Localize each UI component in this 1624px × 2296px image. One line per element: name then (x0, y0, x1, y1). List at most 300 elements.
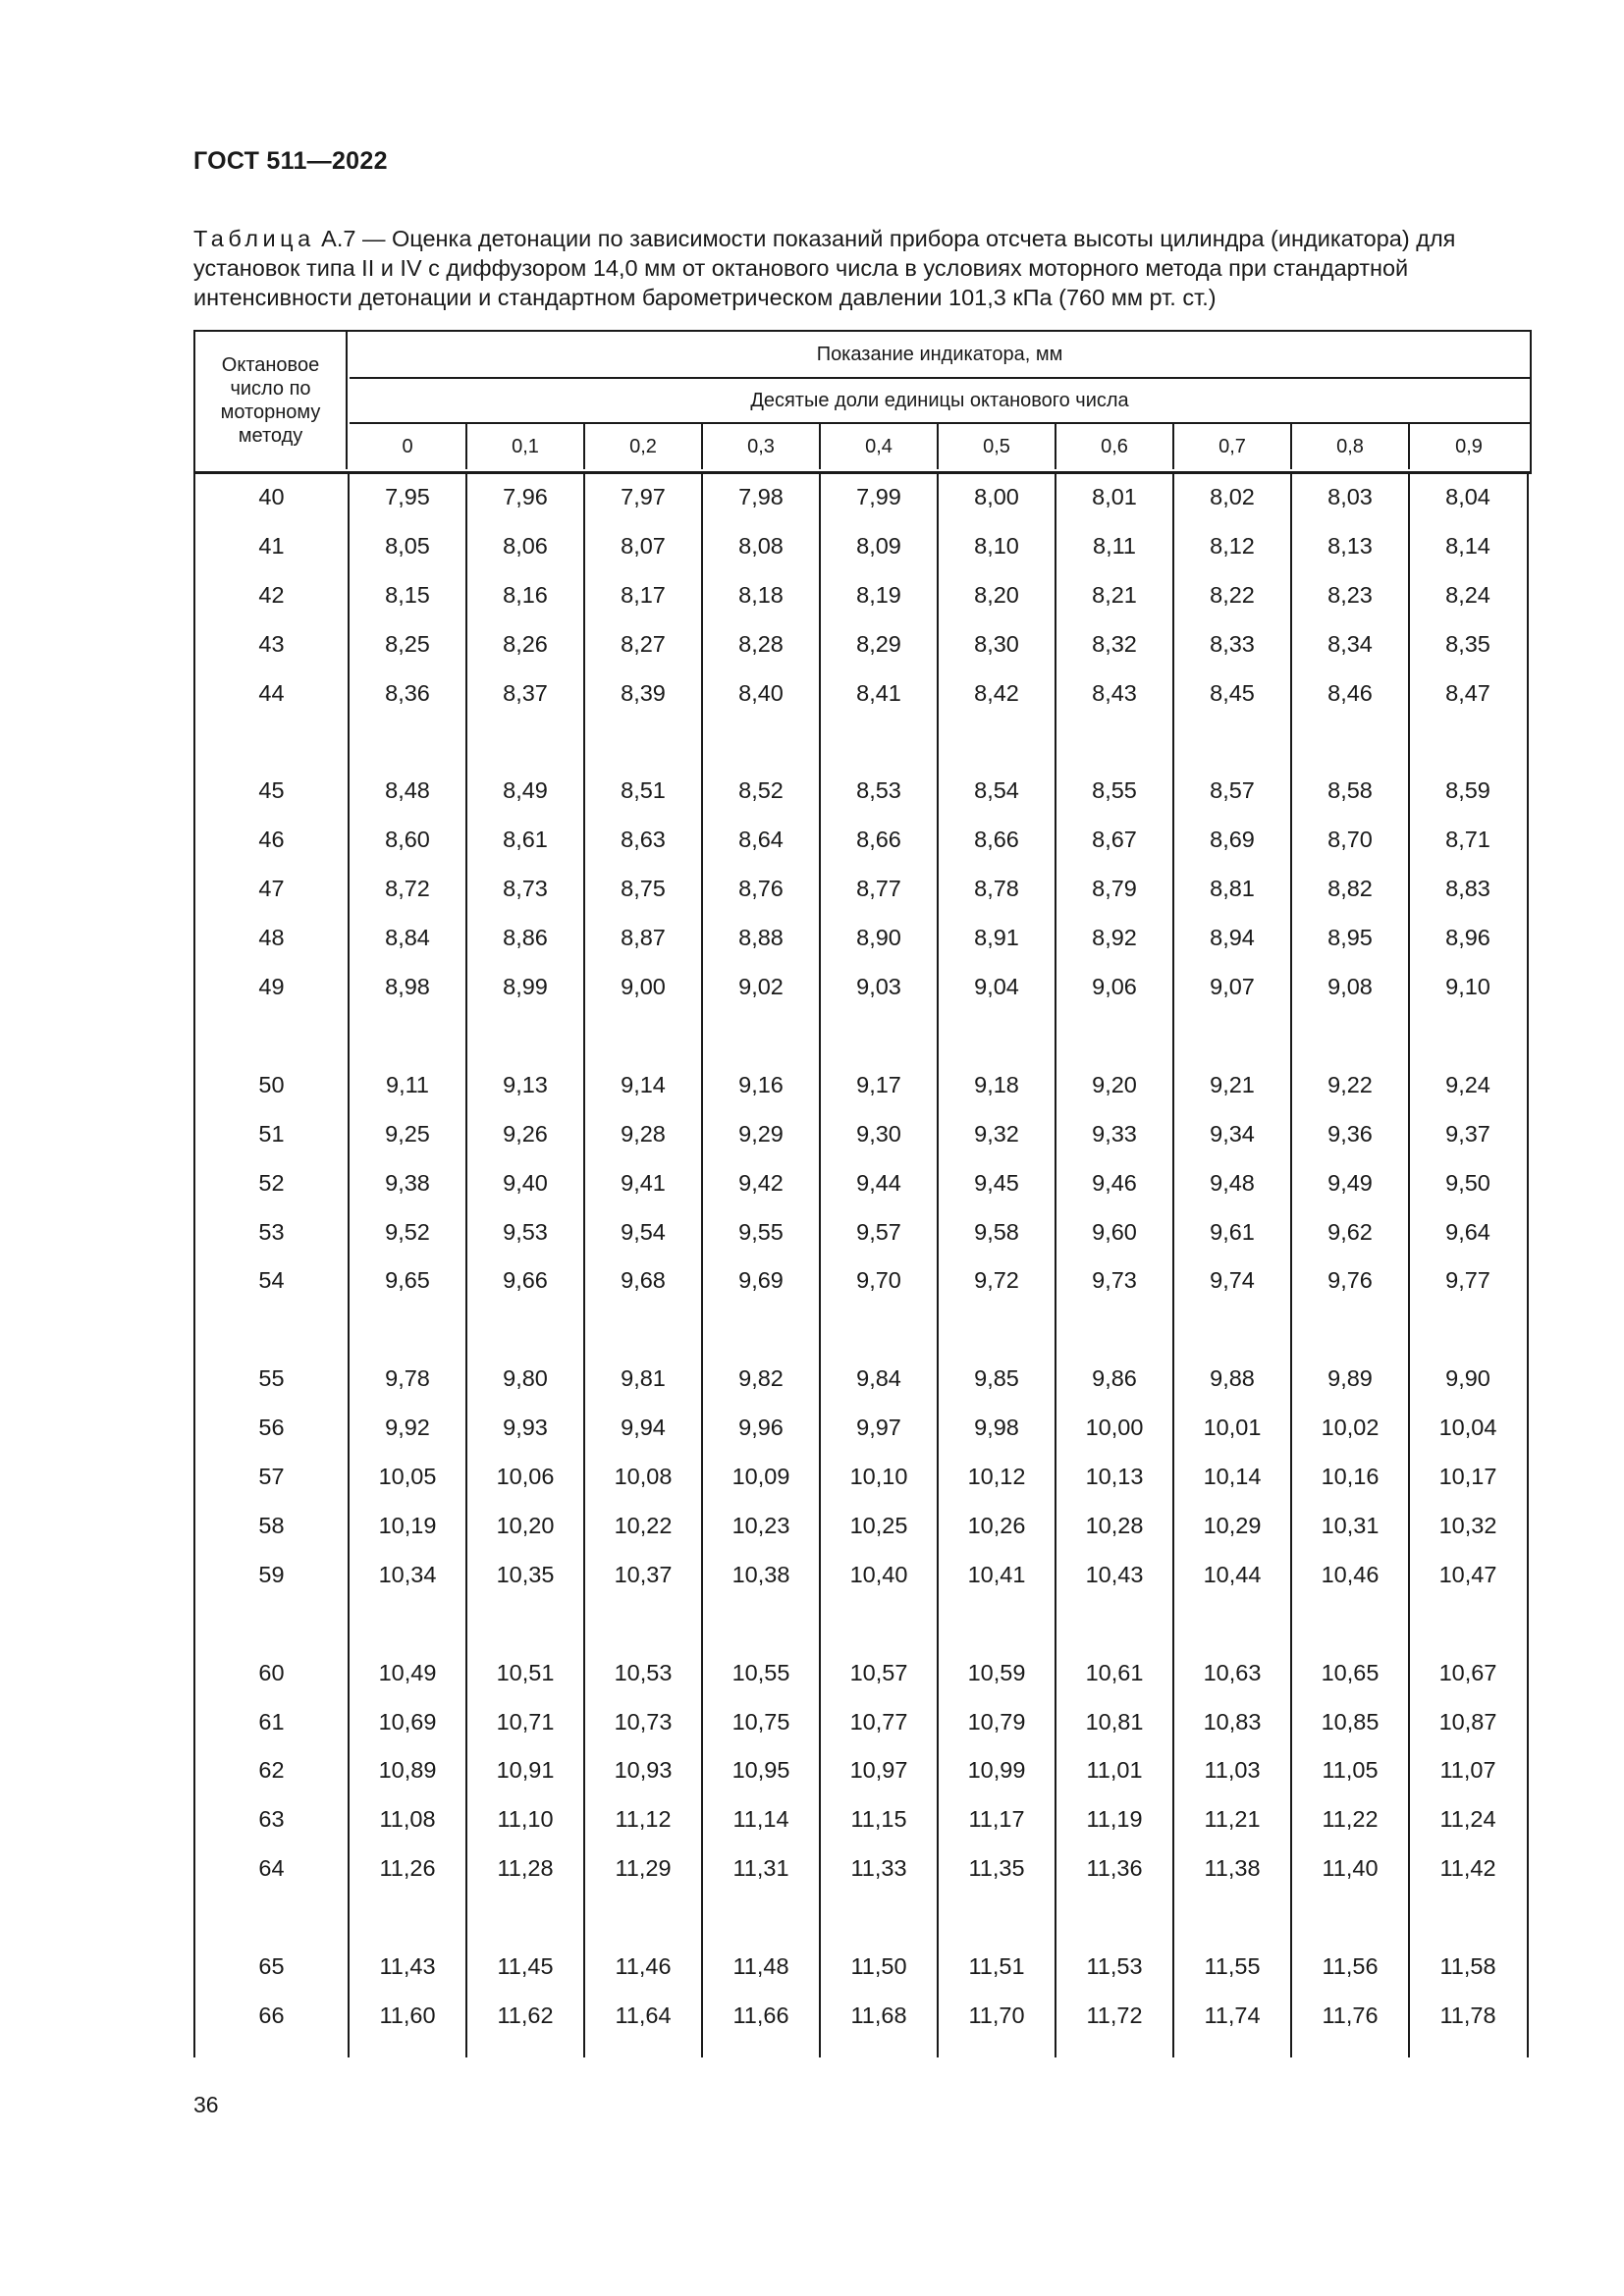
indicator-value: 8,35 (1445, 630, 1490, 657)
octane-number: 64 (258, 1855, 285, 1882)
indicator-value: 9,28 (621, 1120, 666, 1147)
indicator-value: 11,72 (1086, 2002, 1143, 2028)
indicator-value: 8,96 (1445, 925, 1490, 951)
indicator-value: 10,12 (967, 1464, 1026, 1489)
column-header: 0,5 (939, 424, 1056, 469)
indicator-value: 8,00 (974, 484, 1019, 509)
indicator-value: 11,78 (1439, 2002, 1496, 2028)
indicator-value: 11,43 (379, 1953, 436, 1979)
indicator-value: 9,65 (385, 1267, 430, 1294)
indicator-value: 10,69 (378, 1708, 437, 1735)
indicator-value: 11,50 (850, 1953, 907, 1979)
indicator-value: 9,13 (503, 1071, 548, 1097)
indicator-value: 8,15 (385, 581, 430, 608)
indicator-value: 11,42 (1439, 1855, 1496, 1882)
indicator-value: 10,44 (1203, 1561, 1262, 1587)
header-octane-line: число по (230, 378, 311, 400)
indicator-value: 9,57 (856, 1218, 901, 1245)
data-table (193, 330, 1530, 2057)
octane-number: 40 (258, 484, 285, 509)
indicator-value: 8,43 (1092, 679, 1137, 706)
indicator-value: 8,92 (1092, 925, 1137, 951)
octane-number: 57 (258, 1464, 285, 1489)
indicator-value: 10,87 (1438, 1708, 1497, 1735)
indicator-value: 9,37 (1445, 1120, 1490, 1147)
indicator-value: 10,53 (614, 1659, 673, 1685)
indicator-value: 9,18 (974, 1071, 1019, 1097)
indicator-value: 8,12 (1210, 532, 1255, 559)
indicator-value: 9,93 (503, 1415, 548, 1441)
octane-number: 47 (258, 876, 285, 902)
indicator-value: 8,28 (738, 630, 784, 657)
indicator-value: 11,45 (497, 1953, 554, 1979)
indicator-value: 11,08 (379, 1806, 436, 1833)
octane-number: 65 (258, 1953, 285, 1979)
indicator-value: 8,76 (738, 876, 784, 902)
indicator-value: 10,28 (1085, 1512, 1144, 1538)
indicator-value: 9,61 (1210, 1218, 1255, 1245)
octane-number: 52 (258, 1169, 285, 1196)
octane-number: 51 (258, 1120, 285, 1147)
indicator-value: 9,84 (856, 1365, 901, 1392)
indicator-value: 8,73 (503, 876, 548, 902)
indicator-value: 8,22 (1210, 581, 1255, 608)
indicator-value: 11,15 (850, 1806, 907, 1833)
indicator-value: 8,34 (1327, 630, 1373, 657)
indicator-value: 9,48 (1210, 1169, 1255, 1196)
indicator-value: 11,36 (1086, 1855, 1143, 1882)
indicator-value: 11,51 (968, 1953, 1025, 1979)
indicator-value: 10,85 (1321, 1708, 1380, 1735)
indicator-value: 8,20 (974, 581, 1019, 608)
indicator-value: 8,53 (856, 777, 901, 804)
indicator-value: 8,81 (1210, 876, 1255, 902)
indicator-value: 9,41 (621, 1169, 666, 1196)
indicator-value: 8,71 (1445, 827, 1490, 853)
indicator-value: 8,16 (503, 581, 548, 608)
indicator-value: 8,66 (974, 827, 1019, 853)
indicator-value: 8,82 (1327, 876, 1373, 902)
indicator-value: 8,18 (738, 581, 784, 608)
indicator-value: 10,71 (496, 1708, 555, 1735)
column-header: 0,8 (1292, 424, 1410, 469)
indicator-value: 8,78 (974, 876, 1019, 902)
indicator-value: 10,23 (731, 1512, 790, 1538)
indicator-value: 8,64 (738, 827, 784, 853)
indicator-value: 10,32 (1438, 1512, 1497, 1538)
column-header: 0,2 (585, 424, 703, 469)
indicator-value: 8,24 (1445, 581, 1490, 608)
indicator-value: 11,19 (1086, 1806, 1143, 1833)
octane-number: 66 (258, 2002, 285, 2028)
indicator-value: 9,70 (856, 1267, 901, 1294)
indicator-value: 8,95 (1327, 925, 1373, 951)
indicator-value: 10,38 (731, 1561, 790, 1587)
indicator-value: 11,53 (1086, 1953, 1143, 1979)
indicator-value: 10,49 (378, 1659, 437, 1685)
indicator-value: 9,88 (1210, 1365, 1255, 1392)
caption-text: А.7 — Оценка детонации по зависимости показаний прибора отсчета высоты цилиндра (индикатора) для установок типа II и IV с диффузором 14,0 мм от октанового числа в условиях моторного метода при стандартной интенсивности детонации и стандартном барометрическом давлении 101,3 кПа (760 мм рт. ст.) (193, 226, 1456, 310)
indicator-value: 10,31 (1321, 1512, 1380, 1538)
indicator-value: 8,77 (856, 876, 901, 902)
indicator-value: 10,67 (1438, 1659, 1497, 1685)
indicator-value: 10,73 (614, 1708, 673, 1735)
indicator-value: 11,22 (1322, 1806, 1379, 1833)
indicator-value: 9,77 (1445, 1267, 1490, 1294)
indicator-value: 11,56 (1322, 1953, 1379, 1979)
indicator-value: 8,58 (1327, 777, 1373, 804)
indicator-value: 9,29 (738, 1120, 784, 1147)
indicator-value: 11,74 (1204, 2002, 1261, 2028)
indicator-value: 9,89 (1327, 1365, 1373, 1392)
octane-number: 53 (258, 1218, 285, 1245)
indicator-value: 10,20 (496, 1512, 555, 1538)
indicator-value: 8,91 (974, 925, 1019, 951)
indicator-value: 11,12 (615, 1806, 672, 1833)
indicator-value: 10,47 (1438, 1561, 1497, 1587)
indicator-value: 10,05 (378, 1464, 437, 1489)
indicator-value: 11,66 (732, 2002, 789, 2028)
indicator-value: 9,03 (856, 974, 901, 999)
header-octane-line: моторному (220, 401, 321, 423)
indicator-value: 9,20 (1092, 1071, 1137, 1097)
indicator-value: 8,72 (385, 876, 430, 902)
indicator-value: 8,66 (856, 827, 901, 853)
indicator-value: 9,53 (503, 1218, 548, 1245)
indicator-value: 11,33 (850, 1855, 907, 1882)
indicator-value: 10,89 (378, 1757, 437, 1784)
indicator-value: 9,54 (621, 1218, 666, 1245)
octane-number: 48 (258, 925, 285, 951)
octane-number: 60 (258, 1659, 285, 1685)
indicator-value: 10,61 (1085, 1659, 1144, 1685)
indicator-value: 8,02 (1210, 484, 1255, 509)
indicator-value: 8,47 (1445, 679, 1490, 706)
indicator-value: 9,25 (385, 1120, 430, 1147)
indicator-value: 11,03 (1204, 1757, 1261, 1784)
indicator-value: 9,66 (503, 1267, 548, 1294)
standard-id: ГОСТ 511—2022 (193, 147, 388, 175)
octane-number: 61 (258, 1708, 285, 1735)
indicator-value: 8,69 (1210, 827, 1255, 853)
indicator-value: 8,30 (974, 630, 1019, 657)
indicator-value: 10,08 (614, 1464, 673, 1489)
indicator-value: 11,55 (1204, 1953, 1261, 1979)
indicator-value: 7,98 (738, 484, 784, 509)
indicator-value: 8,98 (385, 974, 430, 999)
indicator-value: 11,31 (732, 1855, 789, 1882)
indicator-value: 8,25 (385, 630, 430, 657)
indicator-value: 9,90 (1445, 1365, 1490, 1392)
indicator-value: 10,02 (1321, 1415, 1380, 1441)
octane-number: 58 (258, 1512, 285, 1538)
indicator-value: 11,40 (1322, 1855, 1379, 1882)
indicator-value: 8,90 (856, 925, 901, 951)
page-number: 36 (193, 2092, 219, 2117)
octane-number: 50 (258, 1071, 285, 1097)
indicator-value: 8,79 (1092, 876, 1137, 902)
header-tenths: Десятые доли единицы октанового числа (350, 379, 1530, 424)
indicator-value: 9,69 (738, 1267, 784, 1294)
indicator-value: 9,55 (738, 1218, 784, 1245)
indicator-value: 9,62 (1327, 1218, 1373, 1245)
indicator-value: 9,14 (621, 1071, 666, 1097)
indicator-value: 10,10 (849, 1464, 908, 1489)
column-header: 0,7 (1174, 424, 1292, 469)
indicator-value: 9,73 (1092, 1267, 1137, 1294)
indicator-value: 8,52 (738, 777, 784, 804)
indicator-value: 8,09 (856, 532, 901, 559)
indicator-value: 11,10 (497, 1806, 554, 1833)
indicator-value: 9,26 (503, 1120, 548, 1147)
indicator-value: 9,11 (386, 1071, 429, 1097)
indicator-value: 11,14 (732, 1806, 789, 1833)
indicator-value: 9,08 (1327, 974, 1373, 999)
indicator-value: 9,92 (385, 1415, 430, 1441)
indicator-value: 10,06 (496, 1464, 555, 1489)
indicator-value: 8,07 (621, 532, 666, 559)
indicator-value: 10,97 (849, 1757, 908, 1784)
indicator-value: 8,51 (621, 777, 666, 804)
octane-number: 45 (258, 777, 285, 804)
indicator-value: 11,35 (968, 1855, 1025, 1882)
indicator-value: 10,01 (1203, 1415, 1262, 1441)
octane-number: 41 (258, 532, 285, 559)
indicator-value: 10,16 (1321, 1464, 1380, 1489)
octane-number: 59 (258, 1561, 285, 1587)
indicator-value: 8,26 (503, 630, 548, 657)
indicator-value: 9,81 (621, 1365, 666, 1392)
indicator-value: 10,46 (1321, 1561, 1380, 1587)
indicator-value: 9,82 (738, 1365, 784, 1392)
indicator-value: 9,60 (1092, 1218, 1137, 1245)
indicator-value: 9,10 (1445, 974, 1490, 999)
indicator-value: 10,14 (1203, 1464, 1262, 1489)
indicator-value: 8,17 (621, 581, 666, 608)
indicator-value: 11,38 (1204, 1855, 1261, 1882)
indicator-value: 9,85 (974, 1365, 1019, 1392)
indicator-value: 9,21 (1210, 1071, 1255, 1097)
indicator-value: 11,17 (968, 1806, 1025, 1833)
indicator-value: 9,16 (738, 1071, 784, 1097)
table-caption (193, 224, 1529, 312)
indicator-value: 11,70 (968, 2002, 1025, 2028)
indicator-value: 10,83 (1203, 1708, 1262, 1735)
indicator-value: 9,64 (1445, 1218, 1490, 1245)
indicator-value: 8,99 (503, 974, 548, 999)
indicator-value: 9,17 (856, 1071, 901, 1097)
indicator-value: 9,44 (856, 1169, 901, 1196)
indicator-value: 8,45 (1210, 679, 1255, 706)
indicator-value: 9,06 (1092, 974, 1137, 999)
octane-number: 62 (258, 1757, 285, 1784)
indicator-value: 11,58 (1439, 1953, 1496, 1979)
indicator-value: 11,62 (497, 2002, 554, 2028)
indicator-value: 10,59 (967, 1659, 1026, 1685)
indicator-value: 11,21 (1204, 1806, 1261, 1833)
indicator-value: 8,67 (1092, 827, 1137, 853)
indicator-value: 9,22 (1327, 1071, 1373, 1097)
header-indicator-reading: Показание индикатора, мм (350, 332, 1530, 379)
indicator-value: 8,21 (1092, 581, 1137, 608)
octane-number: 42 (258, 581, 285, 608)
indicator-value: 11,60 (379, 2002, 436, 2028)
indicator-value: 9,86 (1092, 1365, 1137, 1392)
indicator-value: 11,46 (615, 1953, 672, 1979)
octane-number: 49 (258, 974, 285, 999)
indicator-value: 11,07 (1439, 1757, 1496, 1784)
indicator-value: 8,10 (974, 532, 1019, 559)
indicator-value: 9,30 (856, 1120, 901, 1147)
indicator-value: 10,75 (731, 1708, 790, 1735)
octane-number: 63 (258, 1806, 285, 1833)
indicator-value: 9,49 (1327, 1169, 1373, 1196)
indicator-value: 11,24 (1439, 1806, 1496, 1833)
octane-number: 54 (258, 1267, 285, 1294)
indicator-value: 8,87 (621, 925, 666, 951)
indicator-value: 10,55 (731, 1659, 790, 1685)
indicator-value: 10,17 (1438, 1464, 1497, 1489)
indicator-value: 8,14 (1445, 532, 1490, 559)
indicator-value: 10,00 (1085, 1415, 1144, 1441)
column-divider (1527, 472, 1529, 2057)
indicator-value: 7,97 (621, 484, 666, 509)
octane-number: 55 (258, 1365, 285, 1392)
indicator-value: 10,22 (614, 1512, 673, 1538)
indicator-value: 11,64 (615, 2002, 672, 2028)
column-header: 0,4 (821, 424, 939, 469)
indicator-value: 10,43 (1085, 1561, 1144, 1587)
indicator-value: 10,25 (849, 1512, 908, 1538)
indicator-value: 11,68 (850, 2002, 907, 2028)
indicator-value: 10,40 (849, 1561, 908, 1587)
indicator-value: 11,26 (379, 1855, 436, 1882)
indicator-value: 9,33 (1092, 1120, 1137, 1147)
indicator-value: 8,42 (974, 679, 1019, 706)
indicator-value: 9,02 (738, 974, 784, 999)
indicator-value: 10,34 (378, 1561, 437, 1587)
indicator-value: 9,38 (385, 1169, 430, 1196)
indicator-value: 9,32 (974, 1120, 1019, 1147)
indicator-value: 10,93 (614, 1757, 673, 1784)
indicator-value: 9,76 (1327, 1267, 1373, 1294)
indicator-value: 10,19 (378, 1512, 437, 1538)
indicator-value: 8,83 (1445, 876, 1490, 902)
indicator-value: 11,76 (1322, 2002, 1379, 2028)
indicator-value: 10,09 (731, 1464, 790, 1489)
indicator-value: 9,24 (1445, 1071, 1490, 1097)
indicator-value: 8,61 (503, 827, 548, 853)
indicator-value: 8,70 (1327, 827, 1373, 853)
indicator-value: 9,00 (621, 974, 666, 999)
indicator-value: 9,68 (621, 1267, 666, 1294)
indicator-value: 8,46 (1327, 679, 1373, 706)
indicator-value: 10,57 (849, 1659, 908, 1685)
indicator-value: 8,36 (385, 679, 430, 706)
column-header: 0,9 (1455, 436, 1483, 457)
caption-lead: Таблица (193, 226, 315, 251)
indicator-value: 8,23 (1327, 581, 1373, 608)
indicator-value: 10,63 (1203, 1659, 1262, 1685)
indicator-value: 10,35 (496, 1561, 555, 1587)
indicator-value: 11,48 (732, 1953, 789, 1979)
indicator-value: 11,05 (1322, 1757, 1379, 1784)
indicator-value: 8,63 (621, 827, 666, 853)
indicator-value: 8,49 (503, 777, 548, 804)
indicator-value: 9,34 (1210, 1120, 1255, 1147)
indicator-value: 9,80 (503, 1365, 548, 1392)
indicator-value: 8,33 (1210, 630, 1255, 657)
indicator-value: 10,13 (1085, 1464, 1144, 1489)
indicator-value: 11,29 (615, 1855, 672, 1882)
indicator-value: 8,59 (1445, 777, 1490, 804)
indicator-value: 9,07 (1210, 974, 1255, 999)
indicator-value: 10,26 (967, 1512, 1026, 1538)
indicator-value: 10,65 (1321, 1659, 1380, 1685)
indicator-value: 9,46 (1092, 1169, 1137, 1196)
indicator-value: 8,13 (1327, 532, 1373, 559)
indicator-value: 9,97 (856, 1415, 901, 1441)
header-octane-line: Октановое (221, 354, 320, 376)
indicator-value: 8,01 (1092, 484, 1137, 509)
octane-number: 56 (258, 1415, 285, 1441)
indicator-value: 8,39 (621, 679, 666, 706)
indicator-value: 9,98 (974, 1415, 1019, 1441)
indicator-value: 10,04 (1438, 1415, 1497, 1441)
indicator-value: 9,42 (738, 1169, 784, 1196)
column-header: 0,6 (1056, 424, 1174, 469)
indicator-value: 9,36 (1327, 1120, 1373, 1147)
indicator-value: 8,84 (385, 925, 430, 951)
indicator-value: 8,40 (738, 679, 784, 706)
indicator-value: 8,54 (974, 777, 1019, 804)
indicator-value: 8,27 (621, 630, 666, 657)
indicator-value: 10,41 (967, 1561, 1026, 1587)
indicator-value: 9,72 (974, 1267, 1019, 1294)
indicator-value: 11,01 (1086, 1757, 1143, 1784)
indicator-value: 10,91 (496, 1757, 555, 1784)
indicator-value: 8,48 (385, 777, 430, 804)
indicator-value: 8,86 (503, 925, 548, 951)
indicator-value: 10,81 (1085, 1708, 1144, 1735)
indicator-value: 8,57 (1210, 777, 1255, 804)
indicator-value: 9,74 (1210, 1267, 1255, 1294)
octane-number: 46 (258, 827, 285, 853)
indicator-value: 8,05 (385, 532, 430, 559)
indicator-value: 7,99 (856, 484, 901, 509)
indicator-value: 8,03 (1327, 484, 1373, 509)
indicator-value: 10,37 (614, 1561, 673, 1587)
indicator-value: 9,58 (974, 1218, 1019, 1245)
indicator-value: 9,50 (1445, 1169, 1490, 1196)
indicator-value: 9,52 (385, 1218, 430, 1245)
indicator-value: 10,95 (731, 1757, 790, 1784)
column-header: 0 (350, 424, 467, 469)
column-header: 0,3 (703, 424, 821, 469)
indicator-value: 9,78 (385, 1365, 430, 1392)
indicator-value: 8,06 (503, 532, 548, 559)
indicator-value: 8,37 (503, 679, 548, 706)
indicator-value: 10,77 (849, 1708, 908, 1735)
octane-number: 44 (258, 679, 285, 706)
header-octane (195, 332, 348, 469)
indicator-value: 8,08 (738, 532, 784, 559)
indicator-value: 10,51 (496, 1659, 555, 1685)
indicator-value: 8,94 (1210, 925, 1255, 951)
column-header: 0,1 (467, 424, 585, 469)
indicator-value: 8,55 (1092, 777, 1137, 804)
indicator-value: 10,99 (967, 1757, 1026, 1784)
